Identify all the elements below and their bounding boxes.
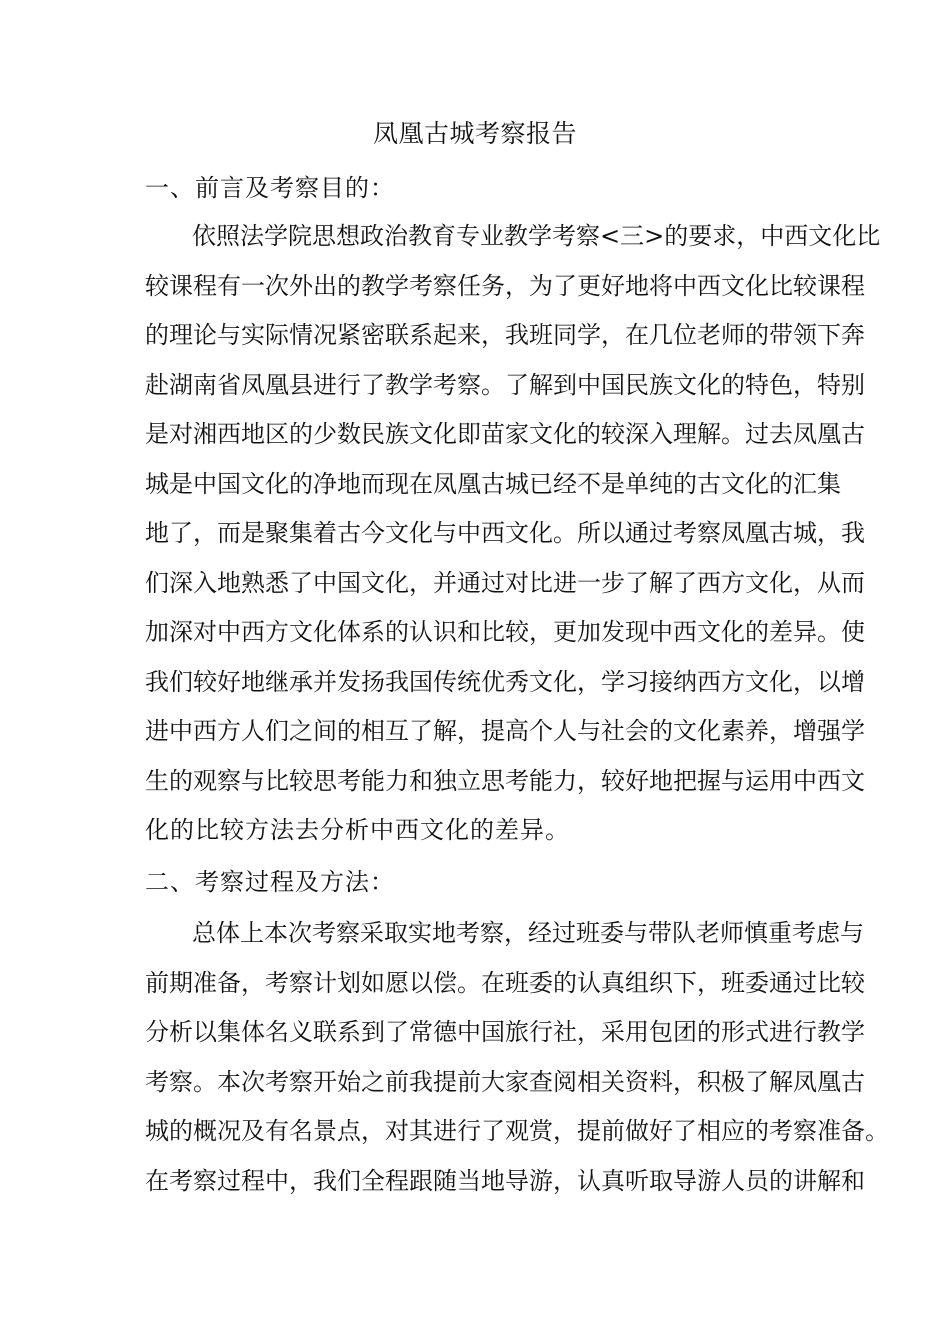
- paragraph-line: 考察。本次考察开始之前我提前大家查阅相关资料，积极了解凤凰古: [145, 1067, 865, 1096]
- paragraph-line: 进中西方人们之间的相互了解，提高个人与社会的文化素养，增强学: [145, 717, 865, 745]
- document-title: 凤凰古城考察报告: [372, 119, 577, 148]
- paragraph-process: [145, 909, 889, 1206]
- paragraph-line: 加深对中西方文化体系的认识和比较，更加发现中西文化的差异。使: [145, 618, 865, 646]
- paragraph-line: 的理论与实际情况紧密联系起来，我班同学，在几位老师的带领下奔: [145, 321, 865, 349]
- paragraph-line: 在考察过程中，我们全程跟随当地导游，认真听取导游人员的讲解和: [145, 1166, 865, 1195]
- paragraph-line: 前期准备，考察计划如愿以偿。在班委的认真组织下，班委通过比较: [145, 968, 865, 997]
- section-heading-preface: 一、前言及考察目的：: [145, 174, 395, 202]
- paragraph-line: 城的概况及有名景点，对其进行了观赏，提前做好了相应的考察准备。: [145, 1117, 889, 1145]
- paragraph-preface: [145, 212, 881, 856]
- paragraph-line: 较课程有一次外出的教学考察任务，为了更好地将中西文化比较课程: [145, 271, 865, 300]
- paragraph-line: 依照法学院思想政治教育专业教学考察<三>的要求，中西文化比: [192, 222, 881, 250]
- paragraph-line: 地了，而是聚集着古今文化与中西文化。所以通过考察凤凰古城，我: [145, 519, 865, 547]
- paragraph-line: 总体上本次考察采取实地考察，经过班委与带队老师慎重考虑与: [192, 919, 864, 947]
- paragraph-line: 生的观察与比较思考能力和独立思考能力，较好地把握与运用中西文: [145, 766, 865, 795]
- paragraph-line: 分析以集体名义联系到了常德中国旅行社，采用包团的形式进行教学: [145, 1018, 865, 1046]
- paragraph-line: 赴湖南省凤凰县进行了教学考察。了解到中国民族文化的特色，特别: [145, 370, 865, 399]
- paragraph-line: 们深入地熟悉了中国文化，并通过对比进一步了解了西方文化，从而: [145, 568, 865, 597]
- section-heading-process: 二、考察过程及方法：: [145, 868, 395, 896]
- paragraph-line: 我们较好地继承并发扬我国传统优秀文化，学习接纳西方文化，以增: [145, 667, 865, 696]
- paragraph-line: 是对湘西地区的少数民族文化即苗家文化的较深入理解。过去凤凰古: [145, 420, 865, 448]
- paragraph-line: 化的比较方法去分析中西文化的差异。: [145, 816, 570, 844]
- paragraph-line: 城是中国文化的净地而现在凤凰古城已经不是单纯的古文化的汇集: [145, 469, 841, 498]
